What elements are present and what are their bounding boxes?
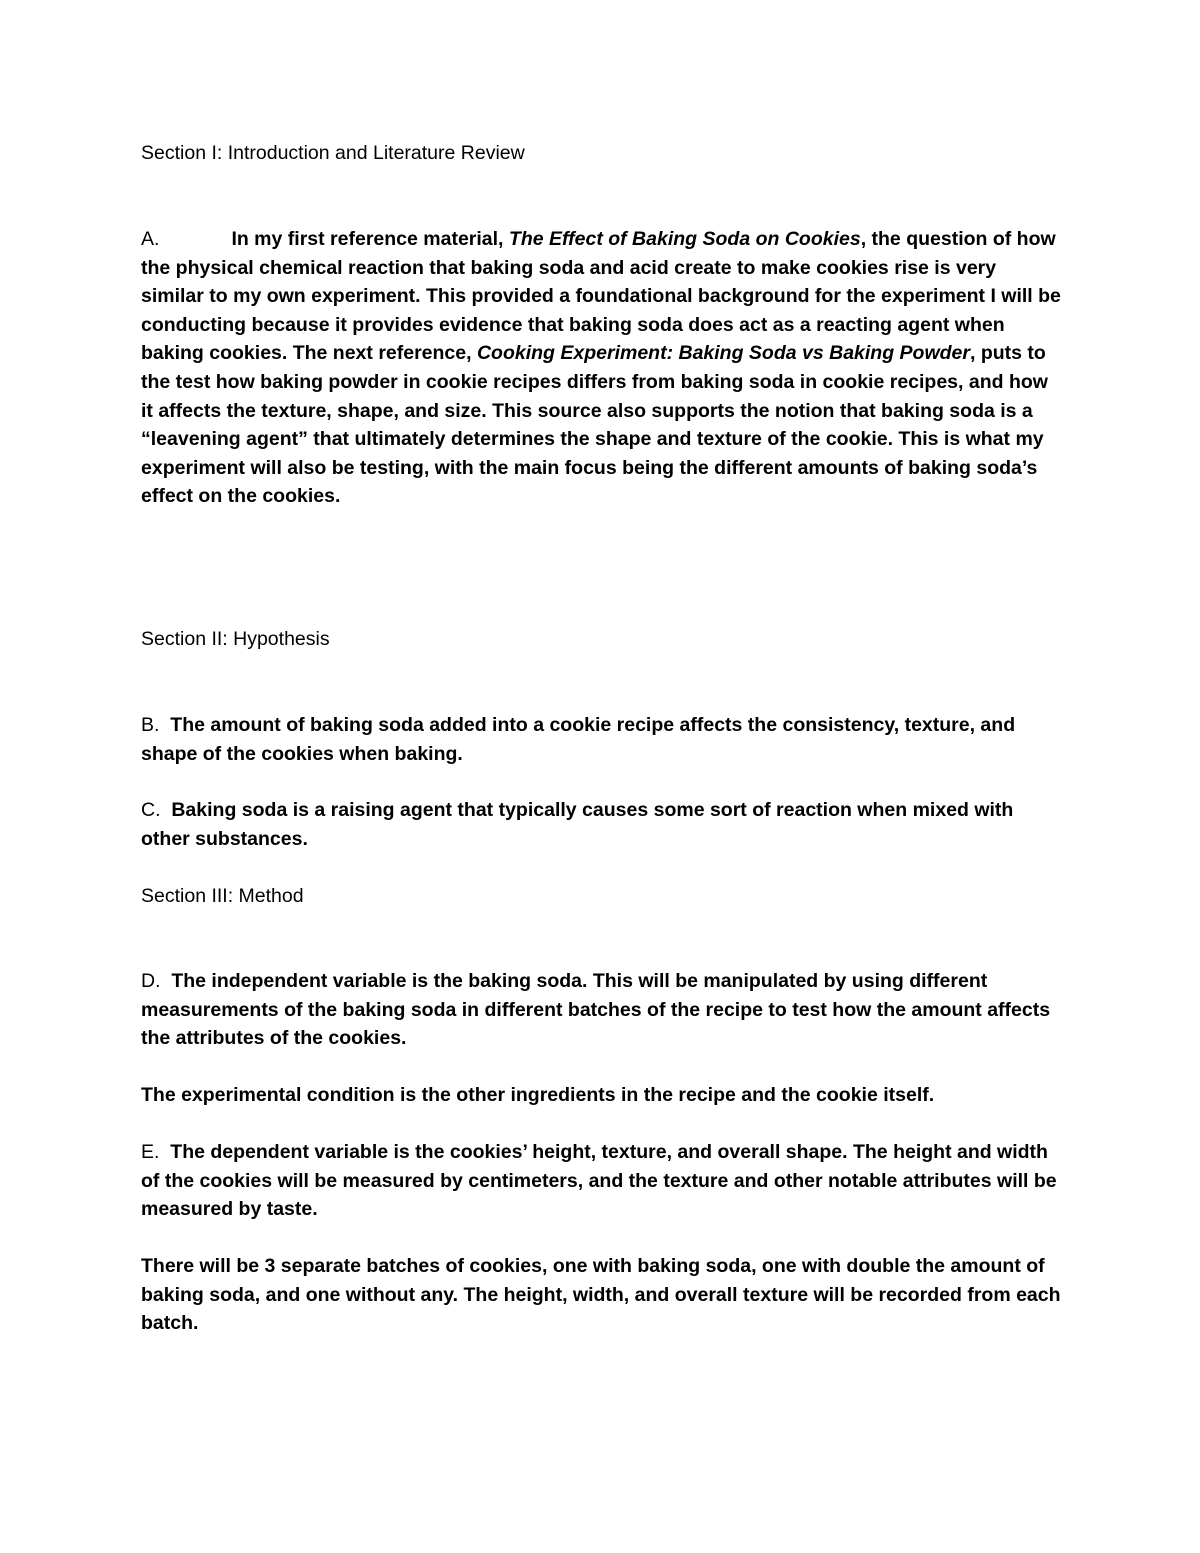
paragraph-a-part-3: , puts to the test how baking powder in cookie recipes differs from baking soda in cookie recipes, and how it affects the texture, shape, and size. This source also supports the notion that baking soda is a “leavening agent” that ultimately determines the shape and texture of the cookie. This is what my experiment will also be testing, with the main focus being the different amounts of baking soda’s effect on the cookies. bbox=[141, 342, 1048, 508]
paragraph-b-body: The amount of baking soda added into a cookie recipe affects the consistency, texture, and shape of the cookies when baking. bbox=[141, 714, 1016, 765]
paragraph-c bbox=[141, 796, 1061, 853]
paragraph-b bbox=[141, 711, 1061, 768]
paragraph-c-marker: C. bbox=[141, 799, 161, 821]
paragraph-a bbox=[141, 225, 1061, 511]
paragraph-c-body: Baking soda is a raising agent that typically causes some sort of reaction when mixed with other substances. bbox=[141, 799, 1014, 850]
reference-title-2: Cooking Experiment: Baking Soda vs Baking Powder bbox=[476, 342, 970, 365]
paragraph-e-extra bbox=[141, 1252, 1061, 1338]
paragraph-b-marker: B. bbox=[141, 714, 160, 736]
section-2-heading-block bbox=[141, 625, 1061, 654]
paragraph-d bbox=[141, 967, 1061, 1053]
paragraph-d-body: The independent variable is the baking soda. This will be manipulated by using different measurements of the baking soda in different batches of the recipe to test how the amount affects the attributes of the cookies. bbox=[141, 970, 1051, 1050]
section-3-heading: Section III: Method bbox=[141, 885, 304, 907]
paragraph-e-extra-text: There will be 3 separate batches of cookies, one with baking soda, one with double the amount of baking soda, and one without any. The height, width, and overall texture will be recorded from each batch. bbox=[141, 1255, 1061, 1335]
paragraph-a-part-2: , the question of how the physical chemical reaction that baking soda and acid create to make cookies rise is very similar to my own experiment. This provided a foundational background for the experiment I will be conducting because it provides evidence that baking soda does act as a reacting agent when baking cookies. The next reference, bbox=[141, 228, 1061, 365]
section-2-heading: Section II: Hypothesis bbox=[141, 628, 330, 650]
paragraph-d-extra bbox=[141, 1081, 1061, 1110]
paragraph-e-text bbox=[141, 1138, 1061, 1224]
section-1-heading: Section I: Introduction and Literature Review bbox=[141, 142, 525, 164]
reference-title-1: The Effect of Baking Soda on Cookies bbox=[508, 228, 861, 250]
paragraph-e-marker: E. bbox=[141, 1141, 160, 1163]
paragraph-e bbox=[141, 1138, 1061, 1224]
paragraph-e-body: The dependent variable is the cookies’ height, texture, and overall shape. The height and width of the cookies will be measured by centimeters, and the texture and other notable attributes will be measured by taste. bbox=[141, 1141, 1057, 1221]
paragraph-a-text bbox=[141, 225, 1061, 511]
paragraph-d-marker: D. bbox=[141, 970, 161, 992]
paragraph-d-text bbox=[141, 967, 1061, 1053]
paragraph-a-marker: A. bbox=[141, 228, 160, 250]
paragraph-c-text bbox=[141, 796, 1061, 853]
paragraph-b-text bbox=[141, 711, 1061, 768]
section-1-heading-block bbox=[141, 139, 1061, 168]
paragraph-d-extra-text: The experimental condition is the other ingredients in the recipe and the cookie itself. bbox=[141, 1084, 935, 1106]
section-3-heading-block bbox=[141, 882, 1061, 911]
paragraph-a-part-1: In my first reference material, bbox=[231, 228, 509, 250]
